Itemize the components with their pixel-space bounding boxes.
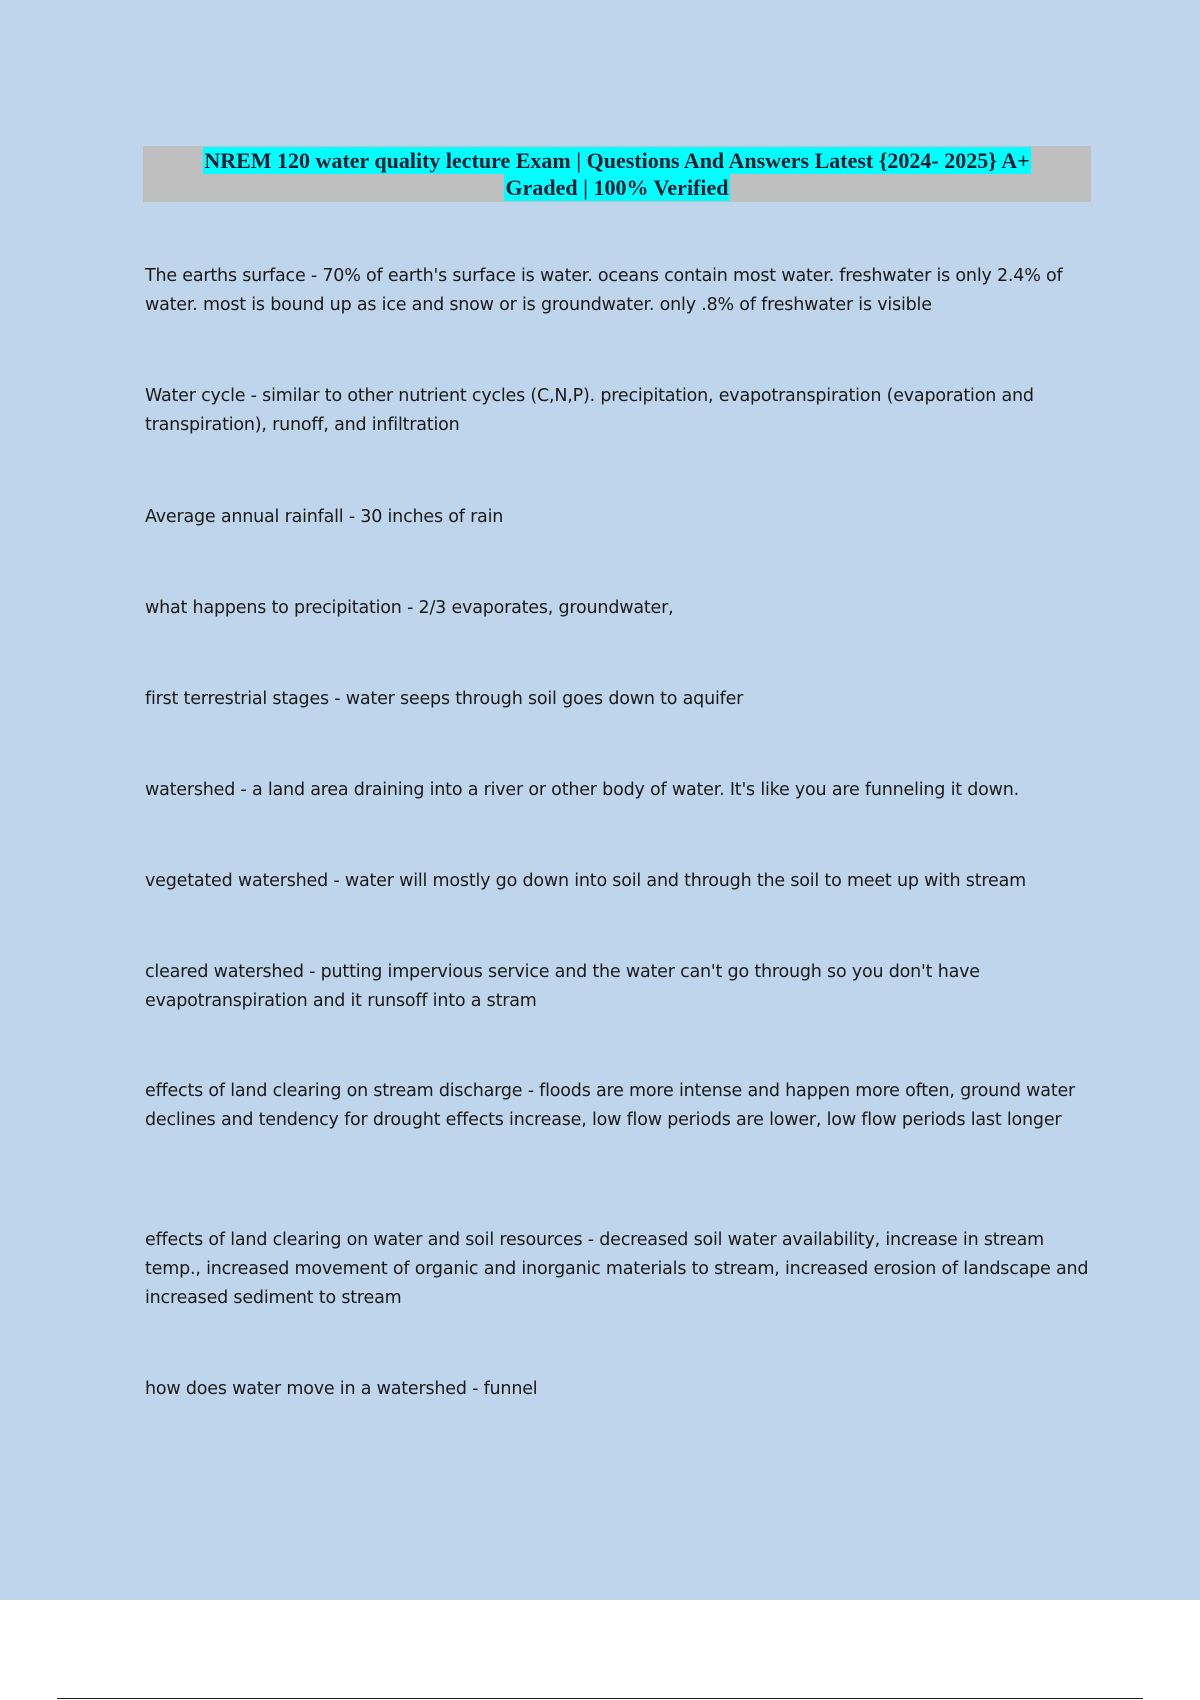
qa-entry-cleared-watershed: cleared watershed - putting impervious service and the water can't go through so you don't have evapotranspiration and it runsoff into a stram — [145, 962, 986, 1011]
document-title — [143, 146, 1091, 202]
qa-entry-stream-discharge: effects of land clearing on stream discharge - floods are more intense and happen more often, ground water declines and tendency for drought effects increase, low flow periods are lower, low flow periods last longer — [145, 1081, 1081, 1130]
qa-entry-water-movement: how does water move in a watershed - funnel — [145, 1379, 538, 1399]
qa-entry-water-soil-resources: effects of land clearing on water and soil resources - decreased soil water availability, increase in stream temp., increased movement of organic and inorganic materials to stream, increased erosion of landscape and increased sediment to stream — [145, 1230, 1094, 1308]
qa-entry-precipitation: what happens to precipitation - 2/3 evaporates, groundwater, — [145, 598, 674, 618]
qa-entry-watershed: watershed - a land area draining into a river or other body of water. It's like you are funneling it down. — [145, 780, 1020, 800]
qa-entry-earths-surface: The earths surface - 70% of earth's surface is water. oceans contain most water. freshwater is only 2.4% of water. most is bound up as ice and snow or is groundwater. only .8% of freshwater is visible — [145, 266, 1068, 315]
qa-entry-average-rainfall: Average annual rainfall - 30 inches of rain — [145, 507, 504, 527]
qa-entry-terrestrial-stages: first terrestrial stages - water seeps through soil goes down to aquifer — [145, 689, 744, 709]
title-line-2: Graded | 100% Verified — [505, 175, 729, 200]
title-line-1: NREM 120 water quality lecture Exam | Questions And Answers Latest {2024- 2025} A+ — [204, 148, 1030, 173]
footer-divider — [57, 1698, 1143, 1699]
qa-entry-vegetated-watershed: vegetated watershed - water will mostly go down into soil and through the soil to meet up with stream — [145, 871, 1026, 891]
qa-entry-water-cycle: Water cycle - similar to other nutrient cycles (C,N,P). precipitation, evapotranspiration (evaporation and transpiration), runoff, and infiltration — [145, 386, 1040, 435]
